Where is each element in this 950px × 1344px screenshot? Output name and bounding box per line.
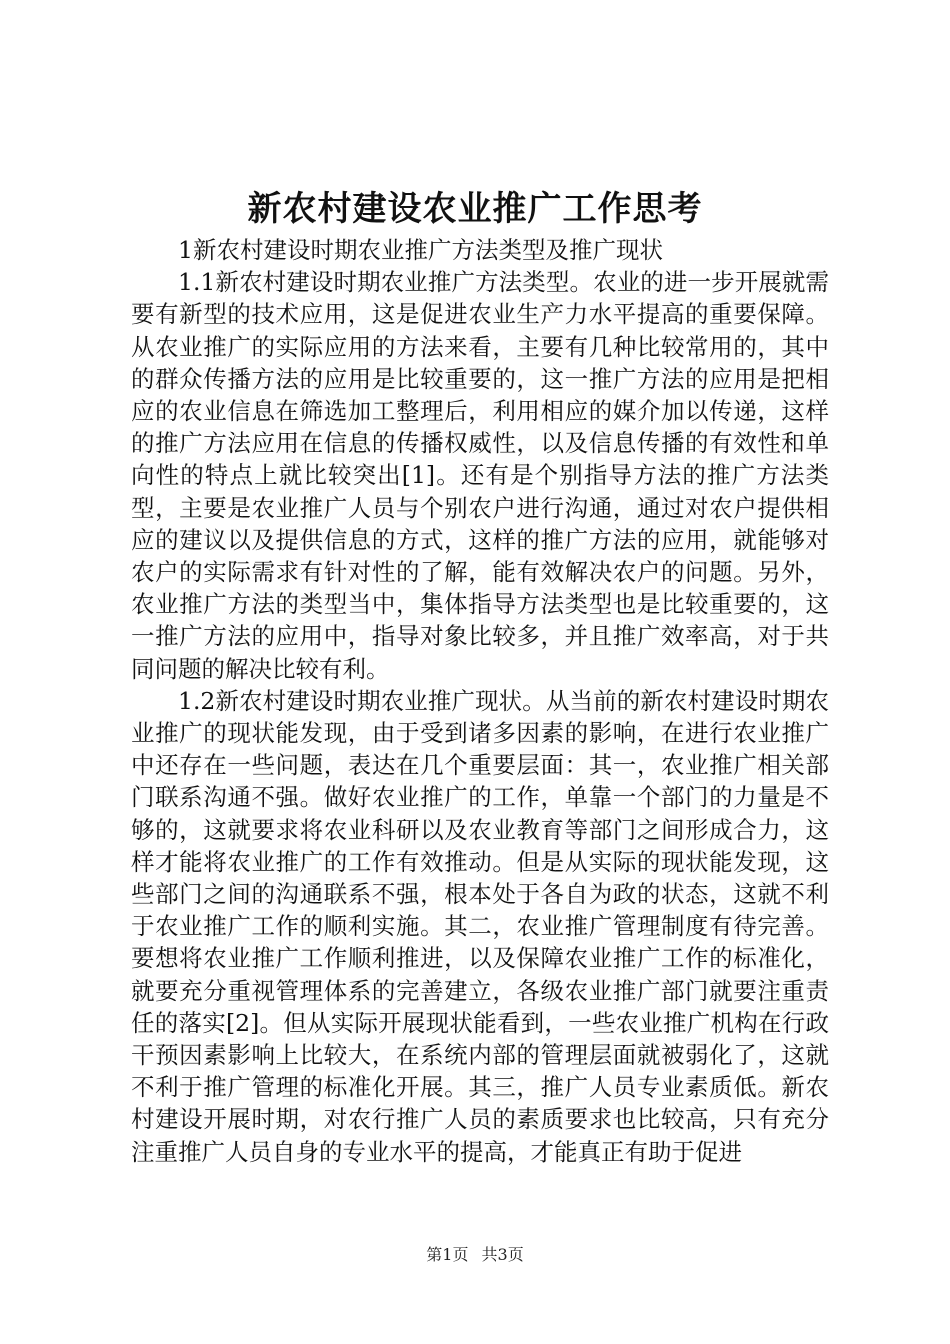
section-heading: 1新农村建设时期农业推广方法类型及推广现状	[178, 236, 663, 264]
page-total: 共3页	[481, 1245, 524, 1264]
paragraph-1-1: 1.1新农村建设时期农业推广方法类型。农业的进一步开展就需要有新型的技术应用，这是促进农业生产力水平提高的重要保障。从农业推广的实际应用的方法来看，主要有几种比较常用的，其中的群众传播方法的应用是比较重要的，这一推广方法的应用是把相应的农业信息在筛选加工整理后，利用相应的媒介加以传递，这样的推广方法应用在信息的传播权威性，以及信息传播的有效性和单向性的特点上就比较突出[1]。还有是个别指导方法的推广方法类型，主要是农业推广人员与个别农户进行沟通，通过对农户提供相应的建议以及提供信息的方式，这样的推广方法的应用，就能够对农户的实际需求有针对性的了解，能有效解决农户的问题。另外，农业推广方法的类型当中，集体指导方法类型也是比较重要的，这一推广方法的应用中，指导对象比较多，并且推广效率高，对于共同问题的解决比较有利。	[131, 268, 829, 683]
page-number: 第1页	[426, 1245, 469, 1264]
document-title: 新农村建设农业推广工作思考	[247, 189, 703, 229]
page-footer	[0, 1244, 950, 1266]
document-body	[131, 234, 829, 1168]
paragraph-1-2: 1.2新农村建设时期农业推广现状。从当前的新农村建设时期农业推广的现状能发现，由于受到诸多因素的影响，在进行农业推广中还存在一些问题，表达在几个重要层面：其一，农业推广相关部门联系沟通不强。做好农业推广的工作，单靠一个部门的力量是不够的，这就要求将农业科研以及农业教育等部门之间形成合力，这样才能将农业推广的工作有效推动。但是从实际的现状能发现，这些部门之间的沟通联系不强，根本处于各自为政的状态，这就不利于农业推广工作的顺利实施。其二，农业推广管理制度有待完善。要想将农业推广工作顺利推进，以及保障农业推广工作的标准化，就要充分重视管理体系的完善建立，各级农业推广部门就要注重责任的落实[2]。但从实际开展现状能看到，一些农业推广机构在行政干预因素影响上比较大，在系统内部的管理层面就被弱化了，这就不利于推广管理的标准化开展。其三，推广人员专业素质低。新农村建设开展时期，对农行推广人员的素质要求也比较高，只有充分注重推广人员自身的专业水平的提高，才能真正有助于促进	[131, 686, 829, 1166]
